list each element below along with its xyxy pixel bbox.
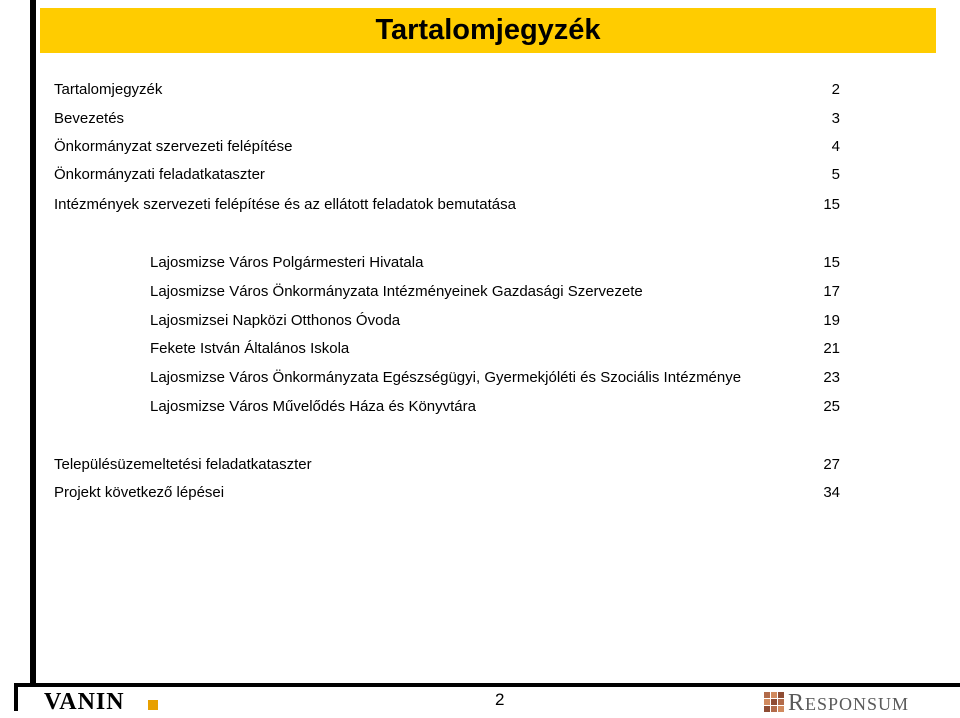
toc-subentry-label: Lajosmizse Város Művelődés Háza és Könyvtára xyxy=(150,398,476,415)
vanin-logo-square xyxy=(148,700,158,710)
toc-entry-page: 34 xyxy=(823,484,840,501)
left-vertical-rule xyxy=(30,0,36,683)
toc-entry-label: Tartalomjegyzék xyxy=(54,81,163,98)
toc-entry-page: 27 xyxy=(823,456,840,473)
toc-entry-label: Projekt következő lépései xyxy=(54,484,225,501)
toc-entry[interactable] xyxy=(54,78,840,102)
toc-entry[interactable] xyxy=(54,453,840,477)
toc-entry-label: Intézmények szervezeti felépítése és az ellátott feladatok bemutatása xyxy=(54,196,516,213)
toc-subentry-label: Lajosmizse Város Polgármesteri Hivatala xyxy=(150,254,424,271)
toc-entry-page: 15 xyxy=(823,196,840,213)
toc-subentry[interactable] xyxy=(150,337,840,361)
toc-entry-page: 5 xyxy=(831,166,840,183)
toc-subentry-page: 19 xyxy=(823,312,840,329)
toc-entry-label: Önkormányzat szervezeti felépítése xyxy=(54,138,293,155)
footer-corner-tick xyxy=(14,683,18,711)
page-number: 2 xyxy=(495,690,505,709)
title-banner xyxy=(40,8,936,53)
page-title: Tartalomjegyzék xyxy=(375,14,601,46)
toc-entry-label: Önkormányzati feladatkataszter xyxy=(54,166,265,183)
toc-entry[interactable] xyxy=(54,193,840,217)
toc-entry-label: Bevezetés xyxy=(54,110,125,127)
toc-subentry-label: Lajosmizsei Napközi Otthonos Óvoda xyxy=(150,312,401,329)
toc-subentry-label: Lajosmizse Város Önkormányzata Intézményeinek Gazdasági Szervezete xyxy=(150,283,643,300)
toc-entry-label: Településüzemeltetési feladatkataszter xyxy=(54,456,312,473)
toc-subentry-label: Lajosmizse Város Önkormányzata Egészségügyi, Gyermekjóléti és Szociális Intézménye xyxy=(150,369,742,386)
toc-entry-page: 2 xyxy=(831,81,840,98)
responsum-logo-rest: ESPONSUM xyxy=(805,694,910,714)
footer-rule xyxy=(14,683,960,687)
toc-subentry-page: 25 xyxy=(823,398,840,415)
toc-subentry[interactable] xyxy=(150,395,840,419)
toc-subentry-page: 17 xyxy=(823,283,840,300)
toc-entry[interactable] xyxy=(54,135,840,159)
toc-subentry[interactable] xyxy=(150,309,840,333)
responsum-logo-initial: R xyxy=(788,690,806,716)
responsum-logo xyxy=(788,689,909,718)
toc-subentry-label: Fekete István Általános Iskola xyxy=(150,340,350,357)
toc-subentry[interactable] xyxy=(150,366,840,390)
toc-subentry[interactable] xyxy=(150,280,840,304)
toc-entry-page: 3 xyxy=(831,110,840,127)
responsum-logo-icon xyxy=(764,692,784,712)
toc-entry[interactable] xyxy=(54,163,840,187)
vanin-logo: VANIN xyxy=(44,689,125,715)
toc-subentry-page: 23 xyxy=(823,369,840,386)
toc-subentry-page: 21 xyxy=(823,340,840,357)
toc-subentry[interactable] xyxy=(150,251,840,275)
toc-subentry-page: 15 xyxy=(823,254,840,271)
toc-entry[interactable] xyxy=(54,481,840,505)
toc-entry-page: 4 xyxy=(831,138,840,155)
toc-entry[interactable] xyxy=(54,107,840,131)
